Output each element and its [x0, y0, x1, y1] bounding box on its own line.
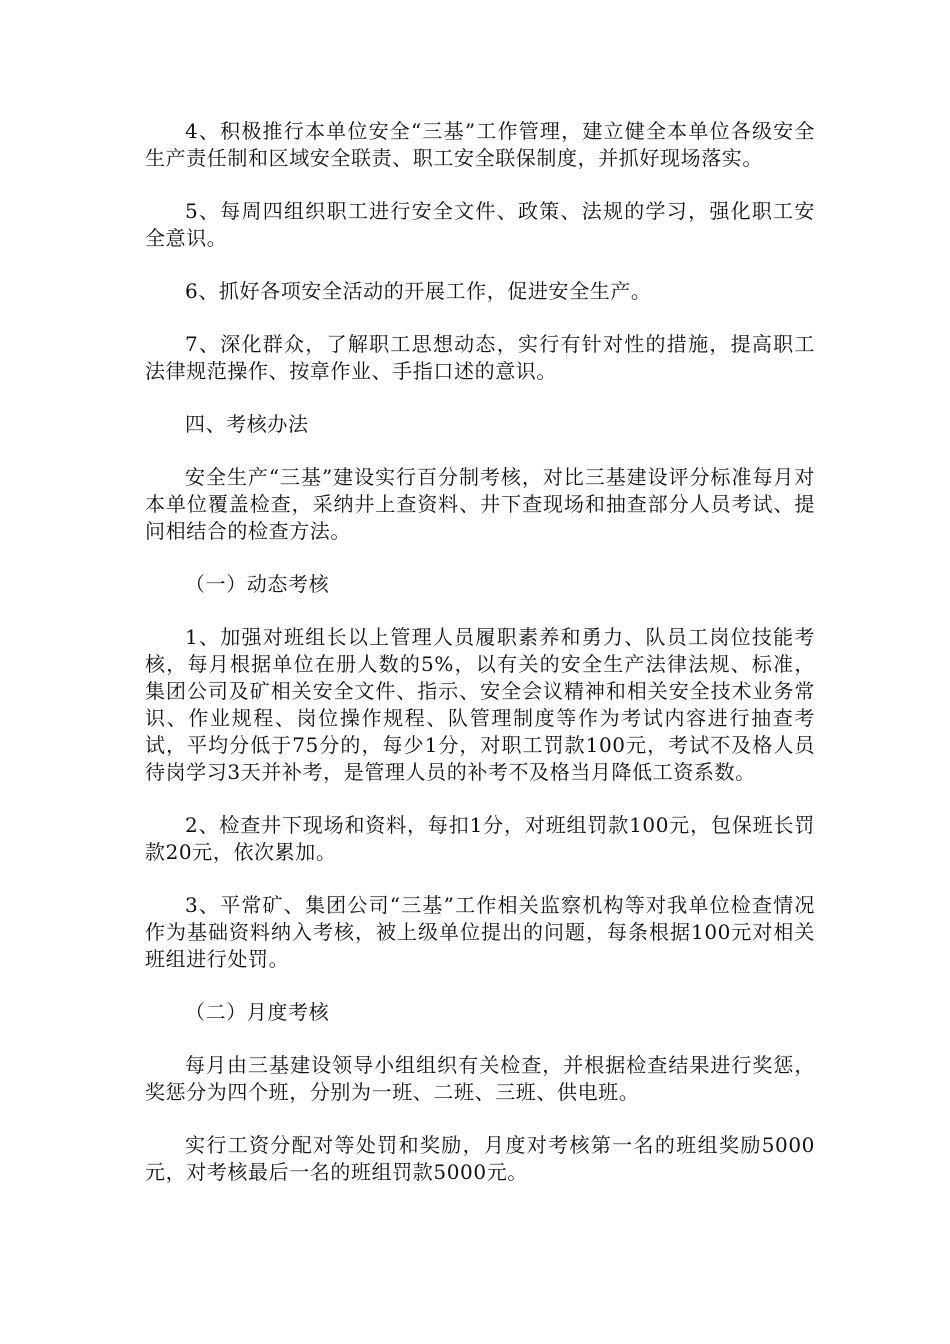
- paragraph-assessment-intro: 安全生产“三基”建设实行百分制考核，对比三基建设评分标准每月对本单位覆盖检查，采纳井上查资料、井下查现场和抽查部分人员考试、提问相结合的检查方法。: [145, 465, 815, 543]
- paragraph-dynamic-1: 1、加强对班组长以上管理人员履职素养和勇力、队员工岗位技能考核，每月根据单位在册人数的5%，以有关的安全生产法律法规、标准，集团公司及矿相关安全文件、指示、安全会议精神和相关安全技术业务常识、作业规程、岗位操作规程、队管理制度等作为考试内容进行抽查考试，平均分低于75分的，每少1分，对职工罚款100元，考试不及格人员待岗学习3天并补考，是管理人员的补考不及格当月降低工资系数。: [145, 625, 815, 784]
- subsection-heading-monthly-assessment: （二）月度考核: [185, 1000, 330, 1024]
- paragraph-monthly-1: 每月由三基建设领导小组组织有关检查，并根据检查结果进行奖惩，奖惩分为四个班，分别为一班、二班、三班、供电班。: [145, 1053, 815, 1104]
- paragraph-item-6: 6、抓好各项安全活动的开展工作，促进安全生产。: [185, 279, 652, 303]
- paragraph-dynamic-2: 2、检查井下现场和资料，每扣1分，对班组罚款100元，包保班长罚款20元，依次累加。: [145, 813, 815, 864]
- paragraph-item-4: 4、积极推行本单位安全“三基”工作管理，建立健全本单位各级安全生产责任制和区域安全联责、职工安全联保制度，并抓好现场落实。: [145, 119, 815, 170]
- paragraph-dynamic-3: 3、平常矿、集团公司“三基”工作相关监察机构等对我单位检查情况作为基础资料纳入考核，被上级单位提出的问题，每条根据100元对相关班组进行处罚。: [145, 893, 815, 971]
- document-body: [145, 118, 815, 1212]
- section-heading-assessment-method: 四、考核办法: [185, 412, 309, 436]
- paragraph-item-7: 7、深化群众，了解职工思想动态，实行有针对性的措施，提高职工法律规范操作、按章作业、手指口述的意识。: [145, 332, 815, 383]
- paragraph-monthly-2: 实行工资分配对等处罚和奖励，月度对考核第一名的班组奖励5000元，对考核最后一名的班组罚款5000元。: [145, 1133, 815, 1184]
- paragraph-item-5: 5、每周四组织职工进行安全文件、政策、法规的学习，强化职工安全意识。: [145, 199, 815, 250]
- subsection-heading-dynamic-assessment: （一）动态考核: [185, 572, 330, 596]
